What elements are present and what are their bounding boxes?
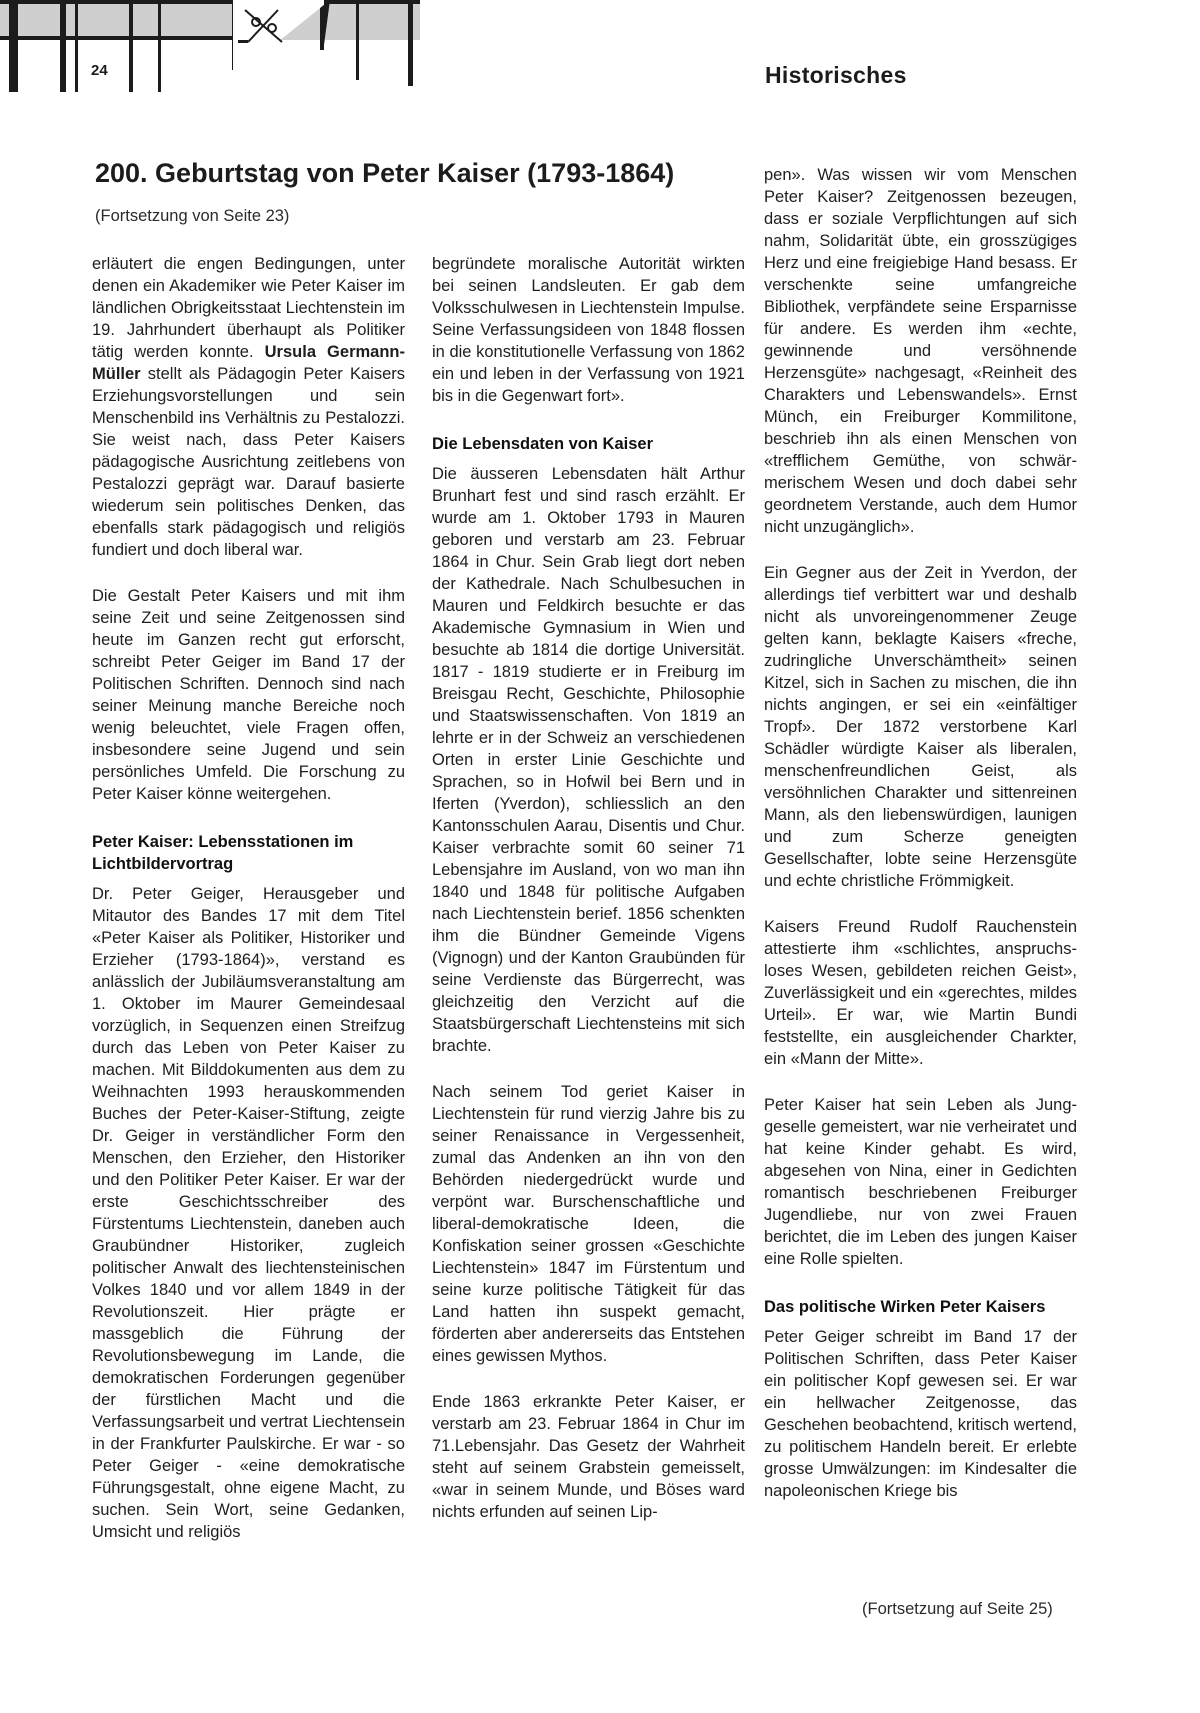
- paragraph: Ende 1863 erkrankte Peter Kaiser, er verstarb am 23. Februar 1864 in Chur im 71.Lebensjahr. Das Gesetz der Wahrheit steht auf seinem Grabstein gemeisselt, «war in seinem Munde, und Böses ward nichts erfunden auf seinen Lip-: [432, 1393, 745, 1521]
- paragraph: Ein Gegner aus der Zeit in Yverdon, der allerdings tief verbittert war und deshalb nicht als unvoreingenommener Zeuge gelten kann, beklagte Kaisers «freche, zudringliche Unverschämtheit» seinen Kitzel, sich in Sachen zu mischen, die ihn nichts angingen, er sei ein «einfältiger Tropf». Der 1872 verstorbene Karl Schädler würdigte Kaiser als liberalen, menschenfreundlichen Geist, als versöhnlichen Charakter und sittenreinen Mann, als den liebenswürdigen, launigen und zum Scherze geneigten Gesellschafter, lobte seine Herzensgüte und echte christliche Frömmigkeit.: [764, 564, 1077, 890]
- text-column-3: [764, 164, 1077, 1526]
- paragraph: Die Gestalt Peter Kaisers und mit ihm seine Zeit und seine Zeitgenossen sind heute im Ganzen recht gut erforscht, schreibt Peter Geiger im Band 17 der Politischen Schriften. Dennoch sind nach seiner Meinung manche Bereiche noch wenig beleuchtet, viele Fragen offen, insbesondere seine Jugend und sein persönliches Umfeld. Die Forschung zu Peter Kaiser könne weitergehen.: [92, 587, 405, 803]
- paragraph: pen». Was wissen wir vom Menschen Peter Kaiser? Zeitgenossen bezeugen, dass er soziale Verpflichtungen auf sich nahm, Solidarität übte, ein grosszügiges Herz und eine freigiebige Hand besass. Er verschenkte seine umfangreiche Bibliothek, verpfändete seine Ersparnisse für andere. Es werden ihm «echte, gewinnende und versöhnende Herzensgüte» nachgesagt, «Reinheit des Charakters und Lebenswandels». Ernst Münch, ein Freiburger Kommilitone, beschrieb ihn als einen Menschen von «trefflichem Gemüthe, von schwärmerischem Wesen und doch dabei sehr geordnetem Verstande, auch dem Humor nicht unzugänglich».: [764, 166, 1077, 536]
- subheading: Das politische Wirken Peter Kaisers: [764, 1298, 1046, 1316]
- paragraph: Die äusseren Lebensdaten hält Arthur Brunhart fest und sind rasch erzählt. Er wurde am 1. Oktober 1793 in Mauren geboren und verstarb am 23. Februar 1864 in Chur. Sein Grab liegt dort neben der Kathedrale. Nach Schulbesuchen in Mauren und Feldkirch besuchte er das Akademische Gymnasium in Wien und besuchte ab 1814 die dortige Universität. 1817 - 1819 studierte er in Freiburg im Breisgau Recht, Geschichte, Philosophie und Staatswissenschaften. Von 1819 an lehrte er in der Schweiz an verschiedenen Orten in erster Linie Geschichte und Sprachen, so in Hofwil bei Bern und in Iferten (Yverdon), schliesslich an den Kantonsschulen Aarau, Disentis und Chur. Kaiser verbrachte somit 60 seiner 71 Lebensjahre im Ausland, von wo man ihn 1840 und 1848 für politische Aufgaben nach Liechtenstein berief. 1856 schenkten ihm die Bündner Gemeinde Vigens (Vignogn) und der Kanton Graubünden für seine Verdienste das Bürgerrecht, was gleichzeitig den Verzicht auf die Staatsbürgerschaft Liechtensteins mit sich brachte.: [432, 465, 745, 1055]
- article-title: 200. Geburtstag von Peter Kaiser (1793-1864): [95, 158, 675, 188]
- text-column-2: [432, 253, 745, 1547]
- subheading: Peter Kaiser: Lebensstationen im Lichtbildervortrag: [92, 833, 354, 873]
- paragraph: Peter Geiger schreibt im Band 17 der Politischen Schriften, dass Peter Kaiser ein politischer Kopf gewesen sei. Er war ein hellwacher Zeitgenosse, das Geschehen beobachtend, kritisch wertend, zu politischem Handeln bereit. Er erlebte grosse Umwälzungen: im Kindesalter die napoleonischen Kriege bis: [764, 1328, 1077, 1500]
- paragraph: Dr. Peter Geiger, Herausgeber und Mitautor des Bandes 17 mit dem Titel «Peter Kaiser als Politiker, Historiker und Erzieher (1793-1864)», verstand es anlässlich der Jubiläumsveranstaltung am 1. Oktober im Maurer Gemeindesaal vorzüglich, in Sequenzen einen Streifzug durch das Leben von Peter Kaiser zu machen. Mit Bilddokumenten aus dem zu Weihnachten 1993 herauskommenden Buches der Peter-Kaiser-Stiftung, zeigte Dr. Geiger in verständlicher Form den Menschen, den Erzieher, den Historiker und den Politiker Peter Kaiser. Er war der erste Geschichtsschreiber des Fürstentums Liechtenstein, daneben auch Graubündner Historiker, zugleich politischer Anwalt des liechtensteinischen Volkes 1840 und vor allem 1849 in der Revolutionszeit. Hier prägte er massgeblich die Führung der Revolutionsbewegung im Lande, die demokratischen Forderungen gegenüber der fürstlichen Macht und die Verfassungsarbeit und vertrat Liechtensein in der Frankfurter Paulskirche. Er war - so Peter Geiger - «eine demokratische Führungsgestalt, ohne eigene Macht, zu suchen. Sein Wort, seine Gedanken, Umsicht und religiös: [92, 885, 405, 1541]
- subheading: Die Lebensdaten von Kaiser: [432, 435, 653, 453]
- continued-from-note: (Fortsetzung von Seite 23): [95, 207, 290, 225]
- newsletter-logo: [0, 0, 420, 92]
- paragraph: [92, 253, 405, 561]
- paragraph: Nach seinem Tod geriet Kaiser in Liechtenstein für rund vierzig Jahre bis zu seiner Renaissance in Vergessenheit, zumal das Andenken an ihn von den Behörden niedergedrückt wurde und verpönt war. Burschenschaftliche und liberal-demokratische Ideen, die Konfiskation seiner grossen «Geschichte Liechtenstein» 1847 im Fürstentum und seine kurze politische Tätigkeit für das Land hatten ihn suspekt gemacht, förderten aber andererseits das Entstehen eines gewissen Mythos.: [432, 1083, 745, 1365]
- continued-to-note: (Fortsetzung auf Seite 25): [862, 1600, 1053, 1618]
- page-header: [0, 0, 1200, 100]
- section-title: Historisches: [765, 62, 907, 88]
- paragraph-text: erläutert die engen Bedingungen, unter denen ein Akademiker wie Peter Kaiser im ländlichen Obrigkeitsstaat Liechtenstein im 19. Jahrhundert überhaupt als Politiker tätig werden konnte.: [92, 255, 405, 361]
- paragraph: Peter Kaiser hat sein Leben als Junggeselle gemeistert, war nie verheiratet und hat keine Kinder gehabt. Es wird, abgesehen von Nina, einer in Gedichten romantisch beschriebenen Freiburger Jugendliebe, nur von zwei Frauen berichtet, die im Leben des jungen Kaiser eine Rolle spielten.: [764, 1096, 1077, 1268]
- paragraph-text: stellt als Pädagogin Peter Kaisers Erziehungsvorstellungen und sein Menschenbild ins Verhältnis zu Pestalozzi. Sie weist nach, dass Peter Kaisers pädagogische Ausrichtung zeitlebens von Pestalozzi geprägt war. Darauf basierte wiederum sein politisches Denken, das ebenfalls stark pädagogisch und religiös fundiert und doch liberal war.: [92, 365, 405, 559]
- author-name: Ursula Germann-Müller: [92, 343, 405, 383]
- page-number: 24: [91, 62, 108, 79]
- paragraph: Kaisers Freund Rudolf Rauchenstein attestierte ihm «schlichtes, anspruchsloses Wesen, gebildeten reichen Geist», Zuverlässigkeit und ein «gerechtes, mildes Urteil». Er war, wie Martin Bundi feststellte, ein ausgleichender Charkter, ein «Mann der Mitte».: [764, 918, 1077, 1068]
- text-column-1: [92, 253, 405, 1567]
- paragraph: begründete moralische Autorität wirkten bei seinen Landsleuten. Er gab dem Volksschulwesen in Liechtenstein Impulse. Seine Verfassungsideen von 1848 flossen in die konstitutionelle Verfassung von 1862 ein und leben in der Verfassung von 1921 bis in die Gegenwart fort».: [432, 255, 745, 405]
